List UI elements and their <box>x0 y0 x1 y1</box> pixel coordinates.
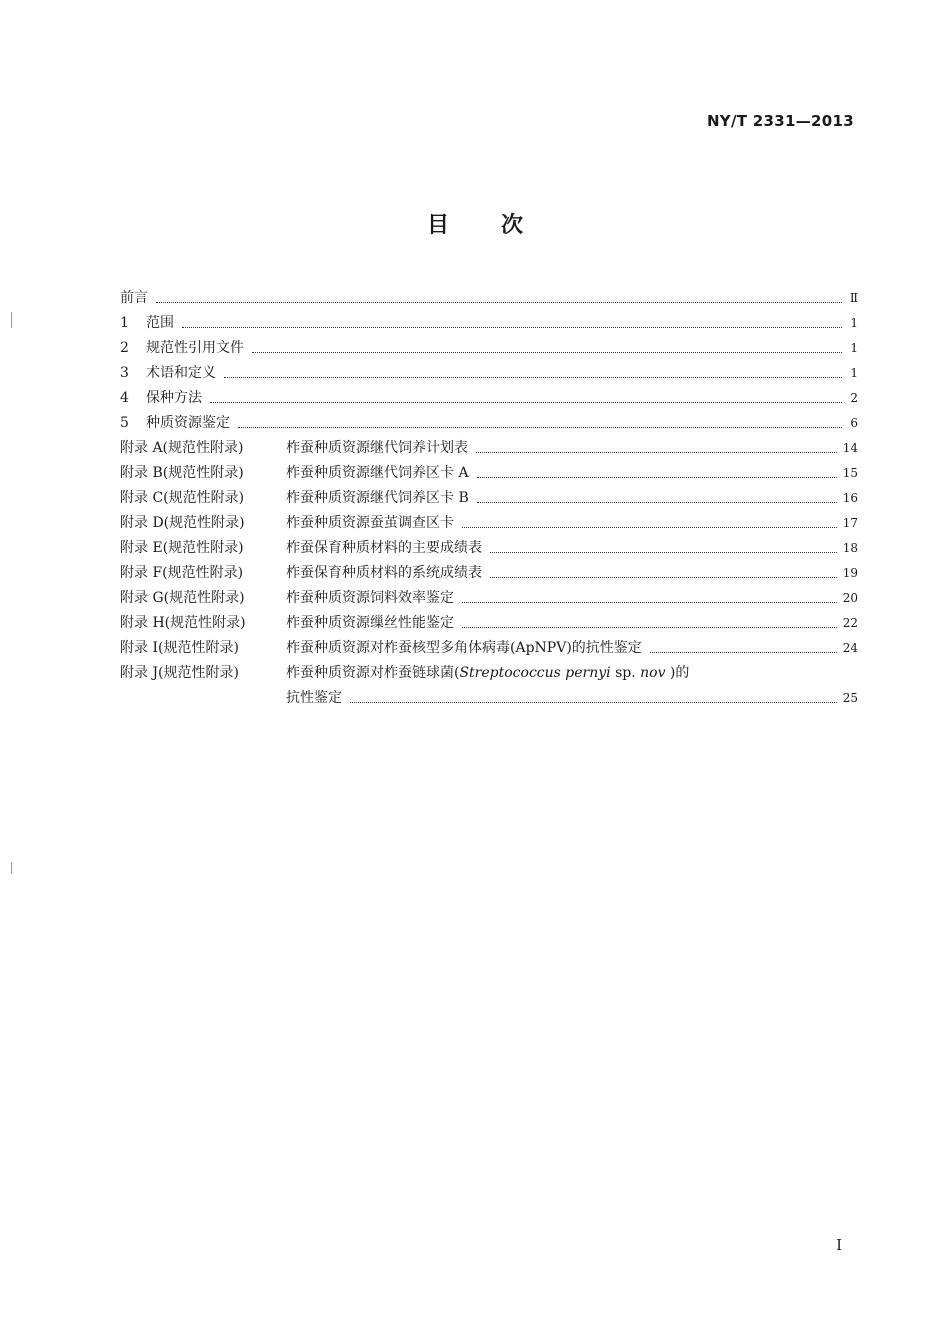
toc-entry-5[interactable] <box>120 411 858 436</box>
toc-appendix-prefix: 附录 F(规范性附录) <box>120 565 244 581</box>
toc-appendix-b[interactable] <box>120 461 858 486</box>
toc-entry-label: 柞蚕种质资源饲料效率鉴定 <box>286 590 454 606</box>
scan-binding-mark <box>11 862 12 874</box>
toc-appendix-prefix: 附录 A(规范性附录) <box>120 440 244 456</box>
toc-entry-label: 柞蚕种质资源缫丝性能鉴定 <box>286 615 454 631</box>
toc-entry-number: 5 <box>120 415 129 431</box>
leader-dots <box>238 427 842 428</box>
toc-appendix-prefix: 附录 B(规范性附录) <box>120 465 244 481</box>
toc-entry-number: 1 <box>120 315 129 331</box>
toc-appendix-prefix: 附录 H(规范性附录) <box>120 615 246 631</box>
toc-appendix-g[interactable] <box>120 586 858 611</box>
toc-appendix-a[interactable] <box>120 436 858 461</box>
toc-entry-label: 前言 <box>120 290 148 306</box>
toc-entry-page: 20 <box>842 591 858 605</box>
toc-entry-label: 柞蚕种质资源继代饲养区卡 A <box>286 465 469 481</box>
toc-entry-label: 规范性引用文件 <box>146 340 244 356</box>
toc-appendix-j[interactable] <box>120 661 858 686</box>
toc-entry-label: 术语和定义 <box>146 365 216 381</box>
toc-appendix-prefix: 附录 E(规范性附录) <box>120 540 244 556</box>
standard-code: NY/T 2331—2013 <box>706 112 854 130</box>
leader-dots <box>462 527 837 528</box>
label-text: 柞蚕种质资源对柞蚕链球菌( <box>286 665 460 681</box>
page-number: I <box>836 1236 842 1254</box>
toc-entry-page: 16 <box>842 491 858 505</box>
toc-appendix-e[interactable] <box>120 536 858 561</box>
leader-dots <box>476 452 837 453</box>
leader-dots <box>477 477 837 478</box>
toc-entry-page: 6 <box>850 416 858 430</box>
toc-entry-label <box>286 661 689 686</box>
toc-entry-label: 柞蚕种质资源继代饲养区卡 B <box>286 490 469 506</box>
toc-entry-page: 25 <box>842 691 858 705</box>
label-text: )的 <box>665 665 690 681</box>
toc-entry-page: 17 <box>842 516 858 530</box>
toc-appendix-c[interactable] <box>120 486 858 511</box>
toc-entry-page: 1 <box>850 366 858 380</box>
toc-appendix-prefix: 附录 J(规范性附录) <box>120 665 239 681</box>
leader-dots <box>156 302 842 303</box>
toc-entry-page: 19 <box>842 566 858 580</box>
toc-entry-number: 4 <box>120 390 129 406</box>
toc-entry-page: 22 <box>842 616 858 630</box>
scan-binding-mark <box>11 312 12 328</box>
toc-entry-page: 24 <box>842 641 858 655</box>
label-text: sp. <box>610 665 641 681</box>
toc-entry-2[interactable] <box>120 336 858 361</box>
toc-entry-4[interactable] <box>120 386 858 411</box>
toc-appendix-f[interactable] <box>120 561 858 586</box>
toc-appendix-j-continued[interactable] <box>120 686 858 711</box>
toc-entry-label: 柞蚕保育种质材料的系统成绩表 <box>286 565 482 581</box>
leader-dots <box>350 702 837 703</box>
table-of-contents <box>120 286 858 711</box>
leader-dots <box>490 577 837 578</box>
leader-dots <box>252 352 842 353</box>
toc-appendix-prefix: 附录 D(规范性附录) <box>120 515 245 531</box>
toc-entry-3[interactable] <box>120 361 858 386</box>
leader-dots <box>224 377 842 378</box>
toc-appendix-h[interactable] <box>120 611 858 636</box>
toc-entry-page: 2 <box>850 391 858 405</box>
leader-dots <box>462 627 837 628</box>
toc-entry-label: 范围 <box>146 315 174 331</box>
toc-appendix-prefix: 附录 C(规范性附录) <box>120 490 245 506</box>
toc-entry-number: 3 <box>120 365 129 381</box>
toc-entry-label: 柞蚕种质资源继代饲养计划表 <box>286 440 468 456</box>
toc-entry-label: 柞蚕保育种质材料的主要成绩表 <box>286 540 482 556</box>
toc-entry-page: 1 <box>850 341 858 355</box>
toc-appendix-prefix: 附录 I(规范性附录) <box>120 640 239 656</box>
toc-appendix-d[interactable] <box>120 511 858 536</box>
species-name: Streptococcus pernyi <box>459 665 611 681</box>
leader-dots <box>477 502 837 503</box>
leader-dots <box>210 402 842 403</box>
toc-entry-page: 14 <box>842 441 858 455</box>
toc-entry-page: 1 <box>850 316 858 330</box>
toc-entry-label: 种质资源鉴定 <box>146 415 230 431</box>
toc-entry-label: 抗性鉴定 <box>286 690 342 706</box>
leader-dots <box>490 552 837 553</box>
toc-appendix-prefix: 附录 G(规范性附录) <box>120 590 245 606</box>
toc-entry-foreword[interactable] <box>120 286 858 311</box>
toc-entry-1[interactable] <box>120 311 858 336</box>
toc-entry-label: 柞蚕种质资源对柞蚕核型多角体病毒(ApNPV)的抗性鉴定 <box>286 640 642 656</box>
toc-entry-label: 保种方法 <box>146 390 202 406</box>
toc-entry-page: 18 <box>842 541 858 555</box>
species-suffix: nov <box>640 665 666 681</box>
leader-dots <box>462 602 837 603</box>
page-title: 目次 <box>426 213 575 238</box>
toc-entry-page: Ⅱ <box>849 291 858 305</box>
toc-entry-label: 柞蚕种质资源蚕茧调查区卡 <box>286 515 454 531</box>
toc-entry-page: 15 <box>842 466 858 480</box>
toc-entry-number: 2 <box>120 340 129 356</box>
toc-appendix-i[interactable] <box>120 636 858 661</box>
leader-dots <box>182 327 842 328</box>
leader-dots <box>650 652 837 653</box>
